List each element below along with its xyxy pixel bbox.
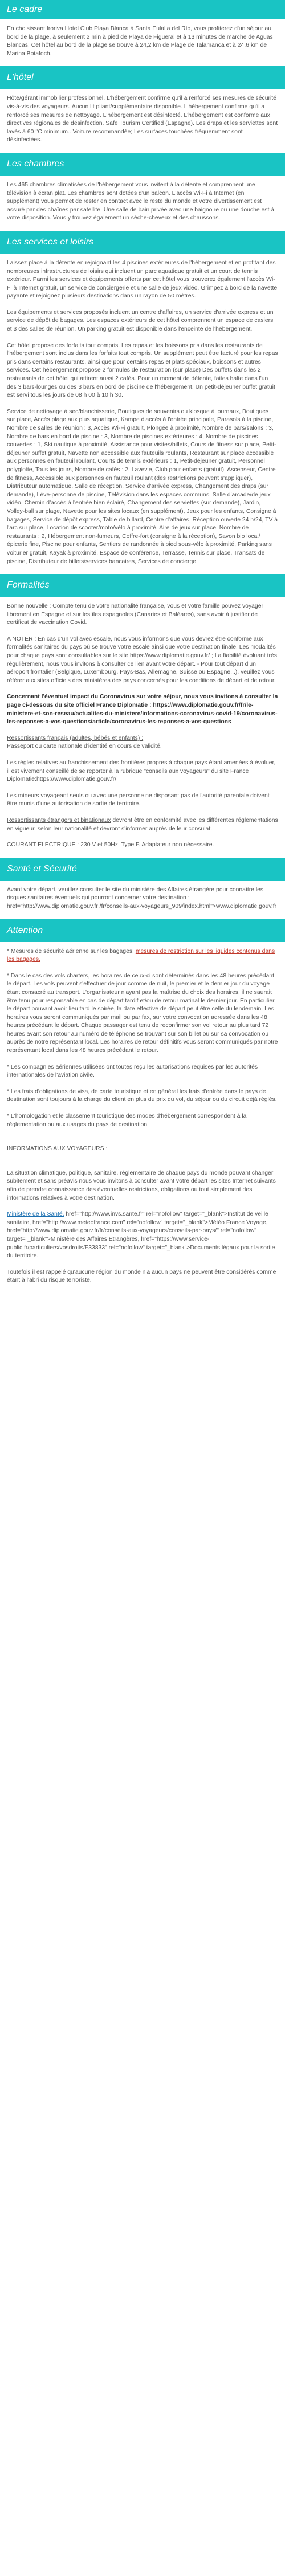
paragraph: * Les compagnies aériennes utilisées ont toutes reçu les autorisations requises par les autorités internationales de l'aviation civile. (7, 1063, 258, 1079)
section-title-services: Les services et loisirs (0, 231, 285, 254)
paragraph-text: Passeport ou carte nationale d'identité en cours de validité. (7, 743, 162, 750)
section-title-sante: Santé et Sécurité (0, 858, 285, 881)
paragraph: * L'homologation et le classement touristique des modes d'hébergement correspondent à la réglementation ou aux usages du pays de destination. (7, 1113, 247, 1128)
section-body-chambres (0, 176, 285, 231)
section-body-hotel (0, 89, 285, 153)
paragraph: INFORMATIONS AUX VOYAGEURS : (7, 1146, 108, 1152)
paragraph: La situation climatique, politique, sanitaire, réglementaire de chaque pays du monde pouvant changer subitement et sans préavis nous vous invitons à consulter avant votre départ les sites Internet suivants afin de prendre connaissance des éventuelles restrictions, obligations ou tout simplement des informations relatives à votre destination. (7, 1169, 276, 1201)
paragraph: Laissez place à la détente en rejoignant les 4 piscines extérieures de l'hébergement et en profitant des nombreuses infrastructures de loisirs qui incluent un parc aquatique gratuit et un court de tennis extérieur. Parmi les services et équipements offerts par cet hôtel vous trouverez également l'accès Wi-Fi à Internet gratuit, un service de conciergerie et une salle de jeux vidéo. Grimpez à bord de la navette payante et rejoignez plusieurs destinations dans un rayon de 50 mètres. (7, 259, 278, 300)
paragraph: * Dans le cas des vols charters, les horaires de ceux-ci sont déterminés dans les 48 heures précédant le départ. Les vols peuvent s'effectuer de jour comme de nuit, le premier et le dernier jour du voyage étant consacré au transport. L'organisateur n'ayant pas la maîtrise du choix des horaires, il ne saurait être tenu pour responsable en cas de départ tardif et/ou de retour matinal le dernier jour. En particulier, le départ pouvant avoir lieu tard le soirée, la date effective de départ peut être celle du lendemain. Les horaires vous seront communiqués par mail ou par fax, sur votre convocation adressée dans les 48 heures précédant le départ. Chaque passager est tenu de reconfirmer son vol retour au plus tard 72 heures avant son retour au numéro de téléphone se trouvant sur son billet ou sur sa convocation ou auprès de notre représentant local. Les horaires de retour définitifs vous seront communiqués par notre représentant local dans les 48 heures précédant le retour. (7, 972, 278, 1054)
paragraph: Les équipements et services proposés incluent un centre d'affaires, un service d'arrivée express et un service de dépôt de bagages. Les espaces extérieurs de cet hôtel comprennent un espace de casiers et 3 des salles de réunion. Un parking gratuit est disponible dans l'enceinte de l'hébergement. (7, 309, 274, 333)
section-title-chambres: Les chambres (0, 153, 285, 176)
subheading-ressortissants-etrangers: Ressortissants étrangers et binationaux (7, 817, 111, 824)
paragraph: COURANT ELECTRIQUE : 230 V et 50Hz. Type F. Adaptateur non nécessaire. (7, 842, 214, 849)
section-body-sante (0, 881, 285, 919)
paragraph: Bonne nouvelle : Compte tenu de votre nationalité française, vous et votre famille pouvez voyager librement en Espagne et sur les îles espagnoles (Canaries et Baléares), sans avoir à justifier de certificat de vaccination Covid. (7, 603, 263, 626)
paragraph (7, 948, 278, 964)
paragraph: A NOTER : En cas d'un vol avec escale, nous vous informons que vous devrez être conforme aux formalités sanitaires du pays où se trouve votre escale ainsi que votre destination finale. Les modalités pour chaque pays sont consultables sur le site https://www.diplomatie.gouv.fr/ ; La fiabilité évoluant très régulièrement, nous vous invitons à consulter ce lien avant votre départ. - Pour tout départ d'un aéroport frontalier (Belgique, Luxembourg, Pays-Bas, Allemagne, Suisse ou Espagne...), veuillez vous référer aux sites officiels des ministères des pays concernés pour les conditions de départ et de retour. (7, 635, 277, 684)
section-body-services (0, 254, 285, 574)
paragraph: En choisissant Iroriva Hotel Club Playa Blanca à Santa Eulalia del Río, vous profiterez d'un séjour au bord de la plage, à seulement 2 min à pied de Playa de Figueral et à 13 minutes de marche de Aguas Blancas. Cet hôtel au bord de la plage se trouve à 24,2 km de Plage de Talamanca et à 24,6 km de Marina Botafoch. (7, 26, 273, 57)
paragraph (7, 1210, 278, 1261)
paragraph: Les mineurs voyageant seuls ou avec une personne ne disposant pas de l'autorité parentale doivent être munis d'une autorisation de sortie de territoire. (7, 792, 270, 808)
paragraph-text: devront être en conformité avec les différentes réglementations en vigueur, selon leur nationalité et devront s'informer auprès de leur consulat. (7, 817, 278, 832)
section-body-attention (0, 942, 285, 1293)
paragraph: Cet hôtel propose des forfaits tout compris. Les repas et les boissons pris dans les restaurants de l'hébergement sont inclus dans les forfaits tout compris. Un supplément peut être facturé pour les repas pris dans certains restaurants, ainsi que pour certains repas et plats spéciaux, boissons et autres services. Cet hébergement propose 2 formules de restauration (sur place) Des buffets dans les 2 restaurants de cet hôtel qui attirent aussi 2 cafés. Pour un moment de détente, faites halte dans l'un des 3 bars-lounges ou des 3 bars en bord de piscine de l'hébergement. Un petit-déjeuner buffet gratuit est servi tous les jours de 08 h 00 à 10 h 30. (7, 342, 278, 399)
spacer (7, 1137, 278, 1145)
paragraph: Les règles relatives au franchissement des frontières propres à chaque pays étant amenées à évoluer, il est vivement conseillé de se reporter à la rubrique "conseils aux voyageurs" du site France Diplomatie:https://www.diplomatie.gouv.fr/ (7, 760, 276, 783)
paragraph: Les 465 chambres climatisées de l'hébergement vous invitent à la détente et comprennent une télévision à écran plat. Les chambres sont dotées d'un balcon. L'accès Wi-Fi à Internet (en supplément) vous permet de rester en contact avec le reste du monde et votre divertissement est assuré par des chaînes par satellite. Une salle de bain privée avec une baignoire ou une douche est à votre disposition. Vous y trouvez également un sèche-cheveux et des chaussons. (7, 181, 275, 222)
coronavirus-notice: Concernant l'éventuel impact du Coronavirus sur votre séjour, nous vous invitons à consulter la page ci-dessous du site officiel France Diplomatie : https://www.diplomatie.gouv.fr/fr/le-ministere-et-son-reseau/actualites-du-ministere/informations-coronavirus-covid-19/coronavirus-les-reponses-a-vos-questions/article/coronavirus-les-reponses-a-vos-questions (7, 694, 278, 725)
liquid-restrictions-link[interactable]: mesures de restriction sur les liquides contenus dans les bagages. (7, 948, 275, 963)
subheading-ressortissants-francais: Ressortissants français (adultes, bébés et enfants) : (7, 735, 144, 741)
section-title-cadre: Le cadre (0, 0, 285, 19)
section-title-attention: Attention (0, 919, 285, 942)
section-body-cadre (0, 19, 285, 66)
section-title-hotel: L'hôtel (0, 66, 285, 89)
paragraph: Toutefois il est rappelé qu'aucune région du monde n'a aucun pays ne peuvent être considérés comme étant à l'abri du risque terroriste. (7, 1269, 276, 1284)
section-body-formalites (0, 597, 285, 858)
paragraph: Service de nettoyage à sec/blanchisserie, Boutiques de souvenirs ou kiosque à journaux, Boutiques sur place, Accès plage aux plus aquatique, Kampe d'accès à l'entrée principale, Parasols à la piscine, Nombre de salles de réunion : 3, Accès Wi-Fi gratuit, Plongée à proximité, Nombre de bars/salons : 3, Nombre de bars en bord de piscine : 3, Nombre de piscines extérieures : 4, Nombre de piscines couvertes : 1, Ski nautique à proximité, Assistance pour visites/billets, Cours de fitness sur place, Petit-déjeuner buffet gratuit, Navette non accessible aux fauteuils roulants, Restaurant sur place accessible aux personnes en fauteuil roulant, Courts de tennis extérieurs : 1, Petit-déjeuner gratuit, Personnel polyglotte, Tous les jours, Nombre de cafés : 2, Lavevie, Club pour enfants (gratuit), Ascenseur, Centre de fitness, Accessible aux personnes en fauteuil roulant (des restrictions peuvent s'appliquer), Distributeur automatique, Salle de réception, Service d'arrivée express, Changement des draps (sur demande), Lève-personne de piscine, Télévision dans les espaces communs, Salle d'arcade/de jeux vidéo, Chemin d'accès à l'entrée bien éclairé, Changement des serviettes (sur demande), Jardin, Volley-ball sur plage, Navette pour les sites locaux (en supplément), Jeux pour les enfants, Consigne à bagages, Service de dépôt express, Table de billard, Centre d'affaires, Réception ouverte 24 h/24, TV à l'arc sur place, Location de scooter/moto/vélo à proximité, Aire de jeux sur place, Nombre de restaurants : 2, Hébergement non-fumeurs, Coffre-fort (consigne à la réception), Savon bio local/épicerie fine, Piscine pour enfants, Sentiers de randonnée à pied sous-vélo à proximité, Parking sans voiturier gratuit, Kayak à proximité, Espace de conférence, Terrasse, Tennis sur place, Transats de piscine, Distributeur de billets/services bancaires, Services de concierge (7, 408, 278, 565)
spacer (7, 1161, 278, 1169)
section-title-formalites: Formalités (0, 574, 285, 597)
paragraph: * Les frais d'obligations de visa, de carte touristique et en général les frais d'entrée dans le pays de destination sont toujours à la charge du client en plus du prix du vol, du séjour ou du circuit déjà réglés. (7, 1088, 277, 1103)
ministere-sante-link[interactable]: Ministère de la Santé, (7, 1211, 64, 1218)
paragraph: Avant votre départ, veuillez consulter le site du ministère des Affaires étrangère pour connaître les risques sanitaires éventuels qui pourront concerner votre destination : href="http://www.diplomatie.gouv.fr /fr/conseils-aux-voyageurs_909/index.html">www.diplomatie.gouv.fr (7, 886, 277, 910)
paragraph (7, 817, 278, 833)
paragraph-text: href="http://www.invs.sante.fr" rel="nofollow" target="_blank">Institut de veille sanitaire, href="http://www.meteofrance.com" rel="nofollow" target="_blank">Météo France Voyage, href="http://www.diplomatie.gouv.fr/fr/conseils-aux-voyageurs/conseils-par-pays/" rel="nofollow" target="_blank">Ministère des Affaires Etrangères, href="https://www.service-public.fr/particuliers/vosdroits/F33833" rel="nofollow" target="_blank">Documents légaux pour la sortie du territoire. (7, 1211, 275, 1260)
paragraph-text: * Mesures de sécurité aérienne sur les bagages: (7, 948, 136, 955)
paragraph (7, 735, 278, 751)
paragraph: Hôte/gérant immobilier professionnel. L'hébergement confirme qu'il a renforcé ses mesures de sécurité vis-à-vis des voyageurs. Aucun lit pliant/supplémentaire disponible. L'hébergement confirme qu'il a renforcé ses mesures de nettoyage. L'hébergement est désinfecté. L'hébergement est conforme aux directives régionales de désinfection. Safe Tourism Certified (Espagne). Les draps et les serviettes sont lavés à 60 °C minimum.. Voiture recommandée; Les surfaces touchées fréquemment sont désinfectées. (7, 95, 278, 144)
